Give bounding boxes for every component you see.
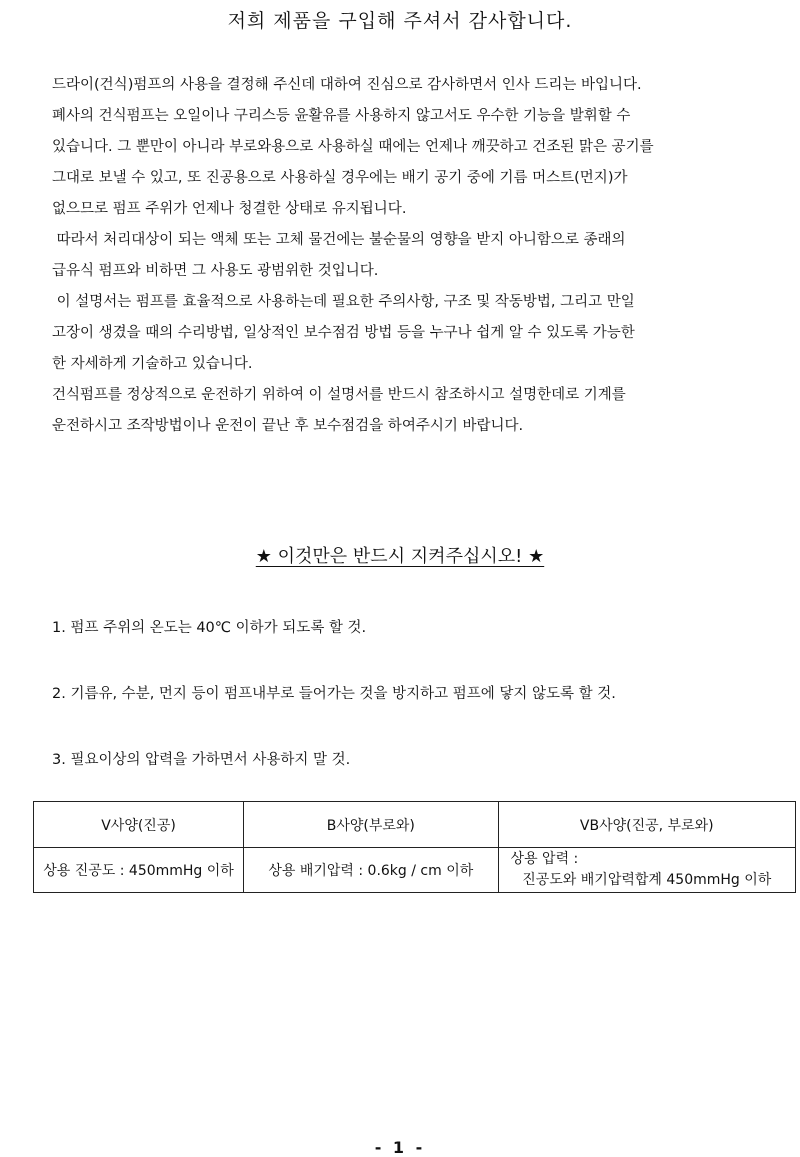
- cell-v-spec: 상용 진공도 : 450mmHg 이하: [34, 848, 244, 893]
- cell-vb-spec: [498, 848, 795, 893]
- intro-line: 드라이(건식)펌프의 사용을 결정해 주신데 대하여 진심으로 감사하면서 인사 드리는 바입니다.: [52, 77, 642, 93]
- intro-line: 급유식 펌프와 비하면 그 사용도 광범위한 것입니다.: [52, 263, 379, 279]
- section-heading-text: ★ 이것만은 반드시 지켜주십시오! ★: [255, 546, 545, 567]
- section-heading: [0, 542, 800, 568]
- rule-item: 3. 필요이상의 압력을 가하면서 사용하지 말 것.: [52, 752, 351, 768]
- header-v-spec: V사양(진공): [34, 802, 244, 848]
- cell-vb-line2: 진공도와 배기압력합계 450mmHg 이하: [522, 872, 772, 888]
- rule-item: 1. 펌프 주위의 온도는 40℃ 이하가 되도록 할 것.: [52, 620, 367, 636]
- intro-paragraphs: [52, 70, 772, 442]
- header-vb-spec: VB사양(진공, 부로와): [498, 802, 795, 848]
- intro-line: 건식펌프를 정상적으로 운전하기 위하여 이 설명서를 반드시 참조하시고 설명한데로 기계를: [52, 387, 626, 403]
- intro-line: 폐사의 건식펌프는 오일이나 구리스등 윤활유를 사용하지 않고서도 우수한 기능을 발휘할 수: [52, 108, 631, 124]
- intro-line: 한 자세하게 기술하고 있습니다.: [52, 356, 253, 372]
- intro-line: 운전하시고 조작방법이나 운전이 끝난 후 보수점검을 하여주시기 바랍니다.: [52, 418, 524, 434]
- intro-line: 있습니다. 그 뿐만이 아니라 부로와용으로 사용하실 때에는 언제나 깨끗하고 건조된 맑은 공기를: [52, 139, 654, 155]
- intro-line: 그대로 보낼 수 있고, 또 진공용으로 사용하실 경우에는 배기 공기 중에 기름 머스트(먼지)가: [52, 170, 628, 186]
- rules-list: [52, 616, 772, 814]
- intro-line: 없으므로 펌프 주위가 언제나 청결한 상태로 유지됩니다.: [52, 201, 407, 217]
- document-title: 저희 제품을 구입해 주셔서 감사합니다.: [227, 10, 573, 32]
- intro-line: 따라서 처리대상이 되는 액체 또는 고체 물건에는 불순물의 영향을 받지 아니함으로 종래의: [52, 232, 626, 248]
- page-number: - 1 -: [374, 1138, 426, 1157]
- specs-value-row: [34, 848, 796, 893]
- cell-b-spec: 상용 배기압력 : 0.6kg / cm 이하: [244, 848, 499, 893]
- cell-vb-line1: 상용 압력 :: [510, 851, 579, 867]
- header-b-spec: B사양(부로와): [244, 802, 499, 848]
- intro-line: 이 설명서는 펌프를 효율적으로 사용하는데 필요한 주의사항, 구조 및 작동방법, 그리고 만일: [52, 294, 635, 310]
- specs-header-row: [34, 802, 796, 848]
- specs-table: [33, 801, 796, 893]
- rule-item: 2. 기름유, 수분, 먼지 등이 펌프내부로 들어가는 것을 방지하고 펌프에 닿지 않도록 할 것.: [52, 686, 616, 702]
- intro-line: 고장이 생겼을 때의 수리방법, 일상적인 보수점검 방법 등을 누구나 쉽게 알 수 있도록 가능한: [52, 325, 635, 341]
